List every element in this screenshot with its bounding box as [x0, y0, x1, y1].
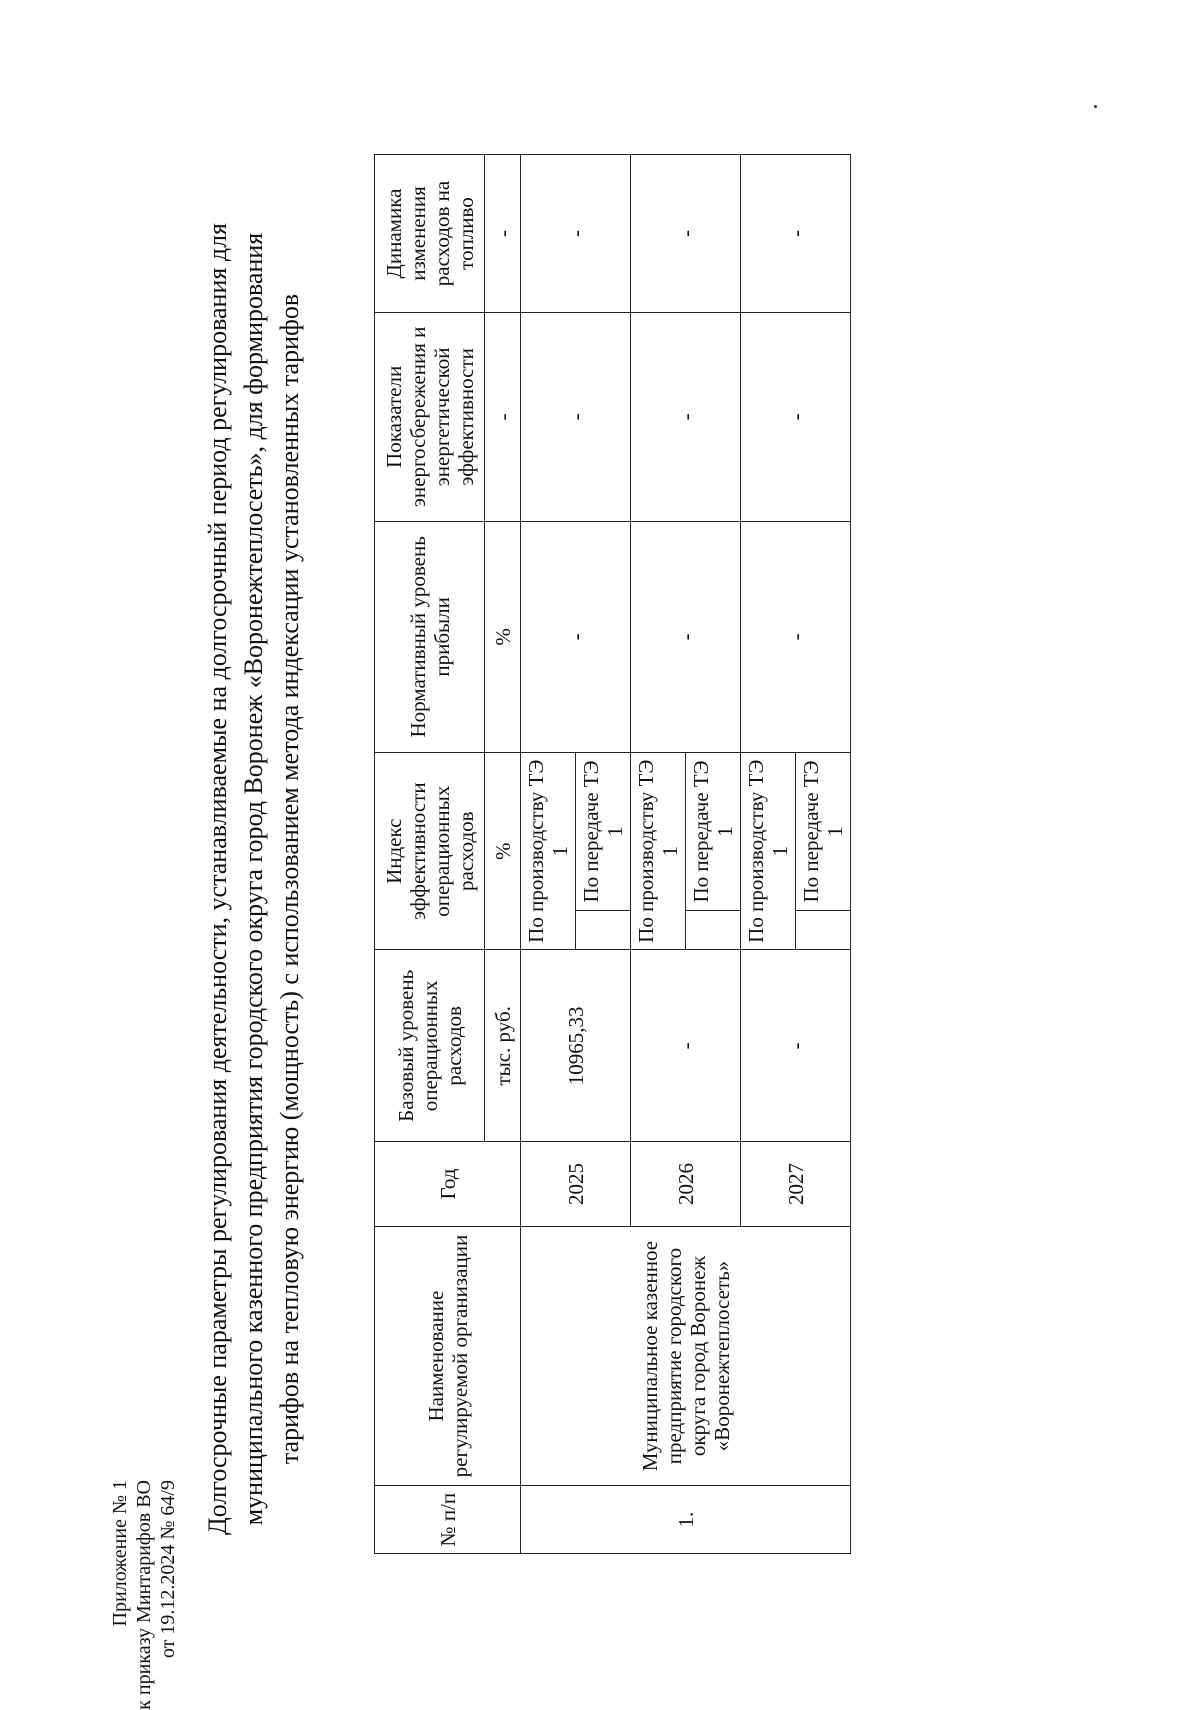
header-energy-saving: Показатели энергосбережения и энергетической эффективности — [375, 313, 485, 522]
header-fuel-dynamics: Динамика изменения расходов на топливо — [375, 155, 485, 313]
unit-fuel-dynamics: - — [485, 155, 521, 313]
profit-cell: - — [631, 521, 741, 752]
header-row — [375, 155, 485, 1554]
title-line-1: Долгосрочные параметры регулирования деятельности, устанавливаемые на долгосрочный период регулирования для — [203, 222, 232, 1536]
header-organization: Наименование регулируемой организации — [375, 1226, 521, 1485]
scan-speck — [1094, 105, 1097, 108]
fuel-cell: - — [521, 155, 631, 313]
header-year: Год — [375, 1142, 521, 1227]
year-cell: 2027 — [741, 1142, 851, 1227]
energy-saving-cell: - — [631, 313, 741, 522]
table-row — [521, 155, 576, 1554]
index-transfer-cell: По передаче ТЭ 1 — [686, 753, 741, 911]
energy-saving-cell: - — [741, 313, 851, 522]
document-title — [200, 199, 308, 1559]
index-transfer-cell: По передаче ТЭ 1 — [576, 753, 631, 911]
base-level-cell: 10965,33 — [521, 950, 631, 1142]
fuel-cell: - — [741, 155, 851, 313]
appendix-line-1: Приложение № 1 — [109, 1480, 131, 1627]
base-level-cell: - — [631, 950, 741, 1142]
organization-name: Муниципальное казенное предприятие городского округа город Воронеж «Воронежтеплосеть» — [521, 1226, 851, 1485]
header-base-level: Базовый уровень операционных расходов — [375, 950, 485, 1142]
index-transfer-cell: По передаче ТЭ 1 — [796, 753, 851, 911]
index-spacer-cell — [686, 910, 741, 949]
profit-cell: - — [521, 521, 631, 752]
unit-energy-saving: - — [485, 313, 521, 522]
unit-efficiency-index: % — [485, 753, 521, 950]
index-production-cell: По производству ТЭ 1 — [631, 753, 686, 950]
index-production-cell: По производству ТЭ 1 — [521, 753, 576, 950]
appendix-reference — [108, 1480, 180, 1710]
header-efficiency-index: Индекс эффективности операционных расходов — [375, 753, 485, 950]
title-line-2: муниципального казенного предприятия городского округа город Воронеж «Воронежтеплосеть», для формирования — [239, 232, 268, 1526]
index-spacer-cell — [796, 910, 851, 949]
index-spacer-cell — [576, 910, 631, 949]
year-cell: 2025 — [521, 1142, 631, 1227]
year-cell: 2026 — [631, 1142, 741, 1227]
header-number: № п/п — [375, 1486, 521, 1554]
unit-base-level: тыс. руб. — [485, 950, 521, 1142]
parameters-table — [374, 154, 851, 1554]
title-line-3: тарифов на тепловую энергию (мощность) с использованием метода индексации установленных тарифов — [275, 293, 304, 1465]
unit-profit-level: % — [485, 521, 521, 752]
energy-saving-cell: - — [521, 313, 631, 522]
appendix-line-3: от 19.12.2024 № 64/9 — [157, 1480, 179, 1659]
header-profit-level: Нормативный уровень прибыли — [375, 521, 485, 752]
appendix-line-2: к приказу Минтарифов ВО — [133, 1480, 155, 1710]
fuel-cell: - — [631, 155, 741, 313]
profit-cell: - — [741, 521, 851, 752]
base-level-cell: - — [741, 950, 851, 1142]
row-number: 1. — [521, 1486, 851, 1554]
index-production-cell: По производству ТЭ 1 — [741, 753, 796, 950]
